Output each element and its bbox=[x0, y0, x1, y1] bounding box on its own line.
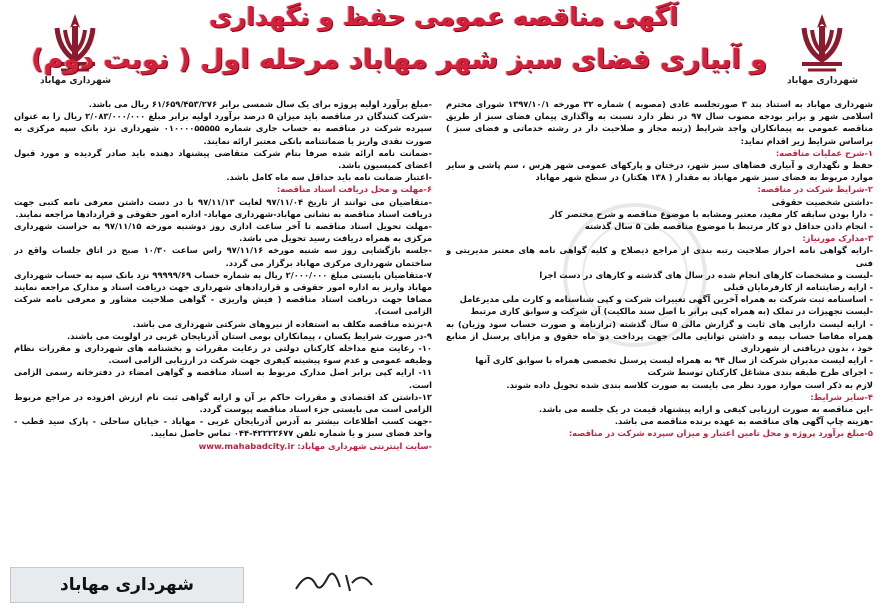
notice-paragraph: -جهت کسب اطلاعات بیشتر به آدرس آذربایجان غربی - مهاباد - خیابان ساحلی - پارک سید قطب - واحد فضای سبز و یا شماره تلفن ۴۲۲۲۲۶۷۷-۰۴۴ تماس حاصل نمایید. bbox=[14, 416, 432, 439]
section-heading: ۵-مبلغ برآورد پروژه و محل تامین اعتبار و میزان سپرده شرکت در مناقصه: bbox=[568, 428, 873, 439]
notice-paragraph: ۱۰- رعایت منع مداخله کارکنان دولتی در رعایت مقررات و بخشنامه های شهرداری و مقررات نظام وظیفه عمومی و عدم سوء پیشینه کیفری جهت شرکت در ارزیابی الزامی است. bbox=[14, 343, 432, 366]
notice-paragraph: - اجرای طرح طبقه بندی مشاغل کارکنان توسط شرکت bbox=[647, 367, 873, 378]
notice-paragraph: -مبلغ برآورد اولیه پروژه برای یک سال شمسی برابر ۶۱/۶۵۹/۴۵۳/۲۷۶ ریال می باشد. bbox=[88, 99, 432, 109]
notice-paragraph: - ارایه رضایتنامه از کارفرمایان قبلی bbox=[723, 282, 873, 293]
logo-caption-left: شهرداری مهاباد bbox=[40, 76, 111, 86]
notice-paragraph: ۹-در صورت شرایط یکسان ، پیمانکاران بومی استان آذربایجان غربی در اولویت می باشند. bbox=[67, 330, 432, 341]
notice-paragraph: -ضمانت نامه ارائه شده صرفا بنام شرکت متقاضی پیشنهاد دهنده باید صادر گردیده و مورد قبول اعضای کمیسیون باشد. bbox=[14, 147, 432, 171]
notice-paragraph: ۱۲-داشتن کد اقتصادی و مقررات حاکم بر آن و ارایه گواهی ثبت نام ارزش افزوده در مراجع مربوط الزامی است می بایستی جزء اسناد مناقصه پیوست گردد. bbox=[14, 391, 432, 415]
notice-paragraph: -لیست و مشخصات کارهای انجام شده در سال های گذشته و کارهای در دست اجرا bbox=[539, 269, 873, 280]
signature-icon bbox=[290, 565, 380, 597]
footer-municipality-label: شهرداری مهاباد bbox=[10, 567, 244, 603]
notice-paragraph: -این مناقصه به صورت ارزیابی کیفی و ارایه پیشنهاد قیمت در یک جلسه می باشد. bbox=[538, 404, 873, 415]
logo-caption-right: شهرداری مهاباد bbox=[787, 76, 858, 86]
notice-paragraph: ۱۱- ارایه کپی برابر اصل مدارک مربوط به اسناد مناقصه و گواهی امضاء در دفترخانه رسمی الزامی است. bbox=[14, 367, 432, 390]
notice-paragraph: ۸-برنده مناقصه مکلف به استفاده از نیروهای شرکتی شهرداری می باشد. bbox=[132, 318, 432, 329]
section-heading: ۳-مدارک مورنیاز: bbox=[802, 233, 873, 244]
notice-paragraph: -ارایه گواهی نامه احراز صلاحیت رتبه بندی از مراجع ذیصلاح و کلیه گواهی نامه های معتبر مدیریتی و فنی bbox=[446, 245, 873, 268]
notice-paragraph: ۷-متقاضیان بایستی مبلغ ۲/۰۰۰/۰۰۰ ریال به شماره حساب ۹۹۹۹۹/۶۹ نزد بانک سپه به حساب شهرداری مهاباد واریز به اداره امور حقوقی و قراردادهای شهرداری جهت دریافت اسناد و مدارک مراجعه نمایند مضافا جهت دریافت اسناد مناقصه ( فیش واریزی - گواهی صلاحیت مشاور و معرفی نامه شرکت الزامی است). bbox=[14, 269, 432, 317]
left-column bbox=[14, 98, 432, 568]
right-column bbox=[446, 98, 873, 568]
notice-paragraph: - اساسنامه ثبت شرکت به همراه آخرین آگهی تغییرات شرکت و کپی شناسنامه و کارت ملی مدیرعامل bbox=[459, 294, 873, 305]
section-heading: ۶-مهلت و محل دریافت اسناد مناقصه: bbox=[276, 184, 432, 195]
notice-title-line2: و آبیاری فضای سبز شهر مهاباد مرحله اول ( نوبت دوم) bbox=[31, 44, 767, 75]
section-heading: -سایت اینترنتی شهرداری مهاباد: www.mahabadcity.ir bbox=[198, 440, 432, 451]
section-heading: ۱-شرح عملیات مناقصه: bbox=[775, 147, 873, 158]
notice-title-line1: آگهی مناقصه عمومی حفظ و نگهداری bbox=[208, 2, 678, 31]
municipality-emblem-icon bbox=[792, 10, 852, 76]
notice-paragraph: شهرداری مهاباد به استناد بند ۳ صورتجلسه عادی (مصوبه ) شماره ۳۲ مورخه ۱۳۹۷/۱۰/۱ شورای محترم اسلامی شهر و برابر بودجه مصوب سال ۹۷ در نظر دارد نسبت به واگذاری پیمان فضای سبز از طریق مناقصه عمومی به پیمانکاران واجد شرایط (رتبه مجاز و صلاحیت دار در رشته خدماتی و فضای سبز ) براساس شرایط زیر اقدام نماید: bbox=[446, 99, 873, 146]
notice-body bbox=[14, 98, 873, 568]
notice-paragraph: حفظ و نگهداری و آبیاری فضاهای سبز شهر، درختان و پارکهای عمومی شهر هرس ، سم پاشی و سایر موارد مربوط به فضای سبز شهر مهاباد به مقدار ( ۱۳۸ هکتار) در سطح شهر مهاباد bbox=[446, 160, 873, 183]
notice-paragraph: - ارایه لیست مدیران شرکت از سال ۹۴ به همراه لیست پرسنل تخصصی همراه با سوابق کاری آنها bbox=[475, 355, 873, 366]
notice-paragraph: -شرکت کنندگان در مناقصه باید میزان ۵ درصد برآورد اولیه برابر مبلغ ۲/۰۸۳/۰۰۰/۰۰۰ ریال را به عنوان سپرده شرکت در مناقصه به حساب جاری شماره ۰۱۰۰۰۰۵۵۵۵۵ شهرداری نزد بانک سپه مرکزی به صورت نقدی واریز یا ضمانتنامه بانکی معتبر ارائه نمایند. bbox=[14, 111, 432, 146]
notice-paragraph: -متقاضیان می توانند از تاریخ ۹۷/۱۱/۰۴ لغایت ۹۷/۱۱/۱۳ با در دست داشتن معرفی نامه کتبی جهت دریافت اسناد مناقصه به نشانی مهاباد-شهرداری مهاباد- اداره امور حقوقی و قراردادها مراجعه نمایند. bbox=[14, 196, 432, 219]
notice-paragraph: -جلسه بازگشایی روز سه شنبه مورخه ۹۷/۱۱/۱۶ راس ساعت ۱۰/۳۰ صبح در اتاق جلسات واقع در ساختمان شهرداری مرکزی مهاباد برگزار می گردد. bbox=[14, 245, 432, 268]
notice-paragraph: -مهلت تحویل اسناد مناقصه تا آخر ساعت اداری روز دوشنبه مورخه ۹۷/۱۱/۱۵ به حراست شهرداری مرکزی به همراه دریافت رسید تحویل می باشد. bbox=[14, 221, 432, 244]
municipality-logo-right bbox=[787, 10, 857, 90]
notice-paragraph: -لیست تجهیزات در تملک (به همراه کپی برابر با اصل سند مالکیت) آن شرکت و سوابق کاری مرتبط bbox=[470, 306, 873, 317]
notice-paragraph: -داشتن شخصیت حقوقی bbox=[771, 196, 873, 207]
notice-paragraph: -اعتبار ضمانت نامه باید حداقل سه ماه کامل باشد. bbox=[226, 172, 432, 183]
notice-paragraph: -هزینه چاپ آگهی های مناقصه به عهده برنده مناقصه می باشد. bbox=[614, 416, 873, 427]
notice-header bbox=[0, 0, 887, 94]
notice-paragraph: - ارایه لیست دارایی های ثابت و گزارش مالی ۵ سال گذشته (ترازنامه و صورت حساب سود وزیان) به همراه مفاصا حساب بیمه و داشتن توانایی مالی جهت پرداخت دو ماه حقوق و مزایای پرسنل از منابع خود ، بدون دریافتی از شهرداری bbox=[446, 318, 873, 354]
notice-paragraph: - دارا بودن سابقه کار مفید، معتبر ومشابه با موضوع مناقصه و شرح مختصر کار bbox=[549, 208, 873, 219]
section-heading: ۴-سایر شرایط: bbox=[810, 391, 873, 402]
section-heading: ۲-شرایط شرکت در مناقصه: bbox=[757, 184, 873, 195]
notice-paragraph: لازم به ذکر است موارد مورد نظر می بایست به صورت کلاسه بندی شده تحویل داده شوند. bbox=[506, 379, 873, 390]
notice-paragraph: - انجام دادن حداقل دو کار مرتبط با موضوع مناقصه طی ۵ سال گذشته bbox=[584, 221, 873, 232]
